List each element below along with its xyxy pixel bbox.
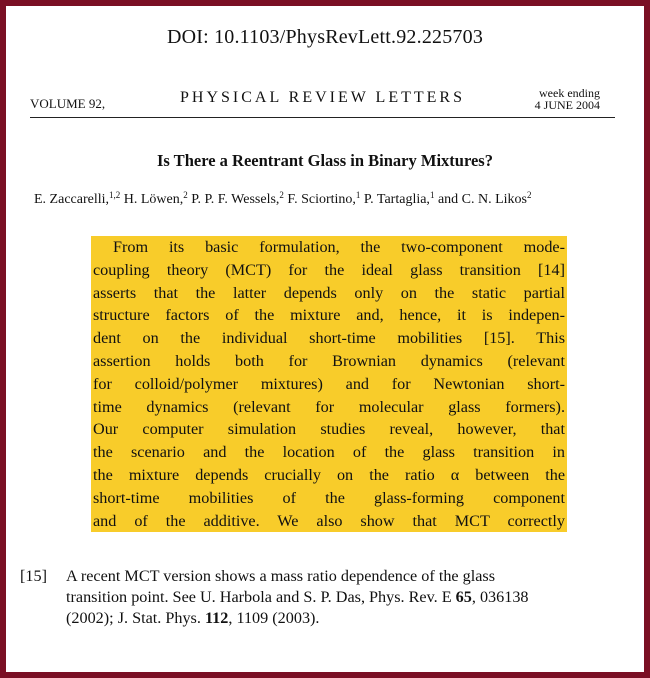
author: and C. N. Likos$^2$ [434,190,532,207]
highlighted-abstract [91,236,567,532]
doi-label: DOI: 10.1103/PhysRevLett.92.225703 [166,26,484,48]
abstract-line: coupling theory (MCT) for the ideal glass transition [14] [91,259,567,282]
issue-date [535,87,600,111]
issue-date-value: 4 JUNE 2004 [534,98,600,112]
abstract-line: short-time mobilities of the glass-forming component [91,487,567,510]
abstract-line: and of the additive. We also show that MCT correctly [91,510,567,533]
author: E. Zaccarelli,$^{1,2}$ [34,190,121,207]
journal-header [30,82,615,118]
volume-label: VOLUME 92, [30,96,106,111]
abstract-line: the mixture depends crucially on the ratio α between the [91,464,567,487]
abstract-line: the scenario and the location of the glass transition in [91,441,567,464]
author: P. P. F. Wessels,$^2$ [187,190,284,207]
header-rule [30,117,615,118]
reference-text: A recent MCT version shows a mass ratio dependence of the glass transition point. See U. Harbola and S. P. Das, Phys. Rev. E 65, 036138 (2002); J. Stat. Phys. 112, 1109 (2003). [66,567,529,627]
reference-number: [15] [20,567,47,585]
author: F. Sciortino,$^1$ [283,190,361,207]
abstract-line: for colloid/polymer mixtures) and for Newtonian short- [91,373,567,396]
author: P. Tartaglia,$^1$ [360,190,435,207]
abstract-line: assertion holds both for Brownian dynamics (relevant [91,350,567,373]
week-ending-label: week ending [539,86,600,100]
abstract-line: dent on the individual short-time mobilities [15]. This [91,327,567,350]
abstract-line: time dynamics (relevant for molecular glass formers). [91,396,567,419]
abstract-line: asserts that the latter depends only on the static partial [91,282,567,305]
paper-title: Is There a Reentrant Glass in Binary Mixtures? [157,151,493,170]
abstract-line: From its basic formulation, the two-component mode- [91,236,567,259]
abstract-line: structure factors of the mixture and, hence, it is indepen- [91,304,567,327]
author-list [34,192,624,208]
reference-15 [20,566,540,629]
journal-name: PHYSICAL REVIEW LETTERS [180,89,465,106]
abstract-line: Our computer simulation studies reveal, however, that [91,418,567,441]
author: H. Löwen,$^2$ [120,190,188,207]
